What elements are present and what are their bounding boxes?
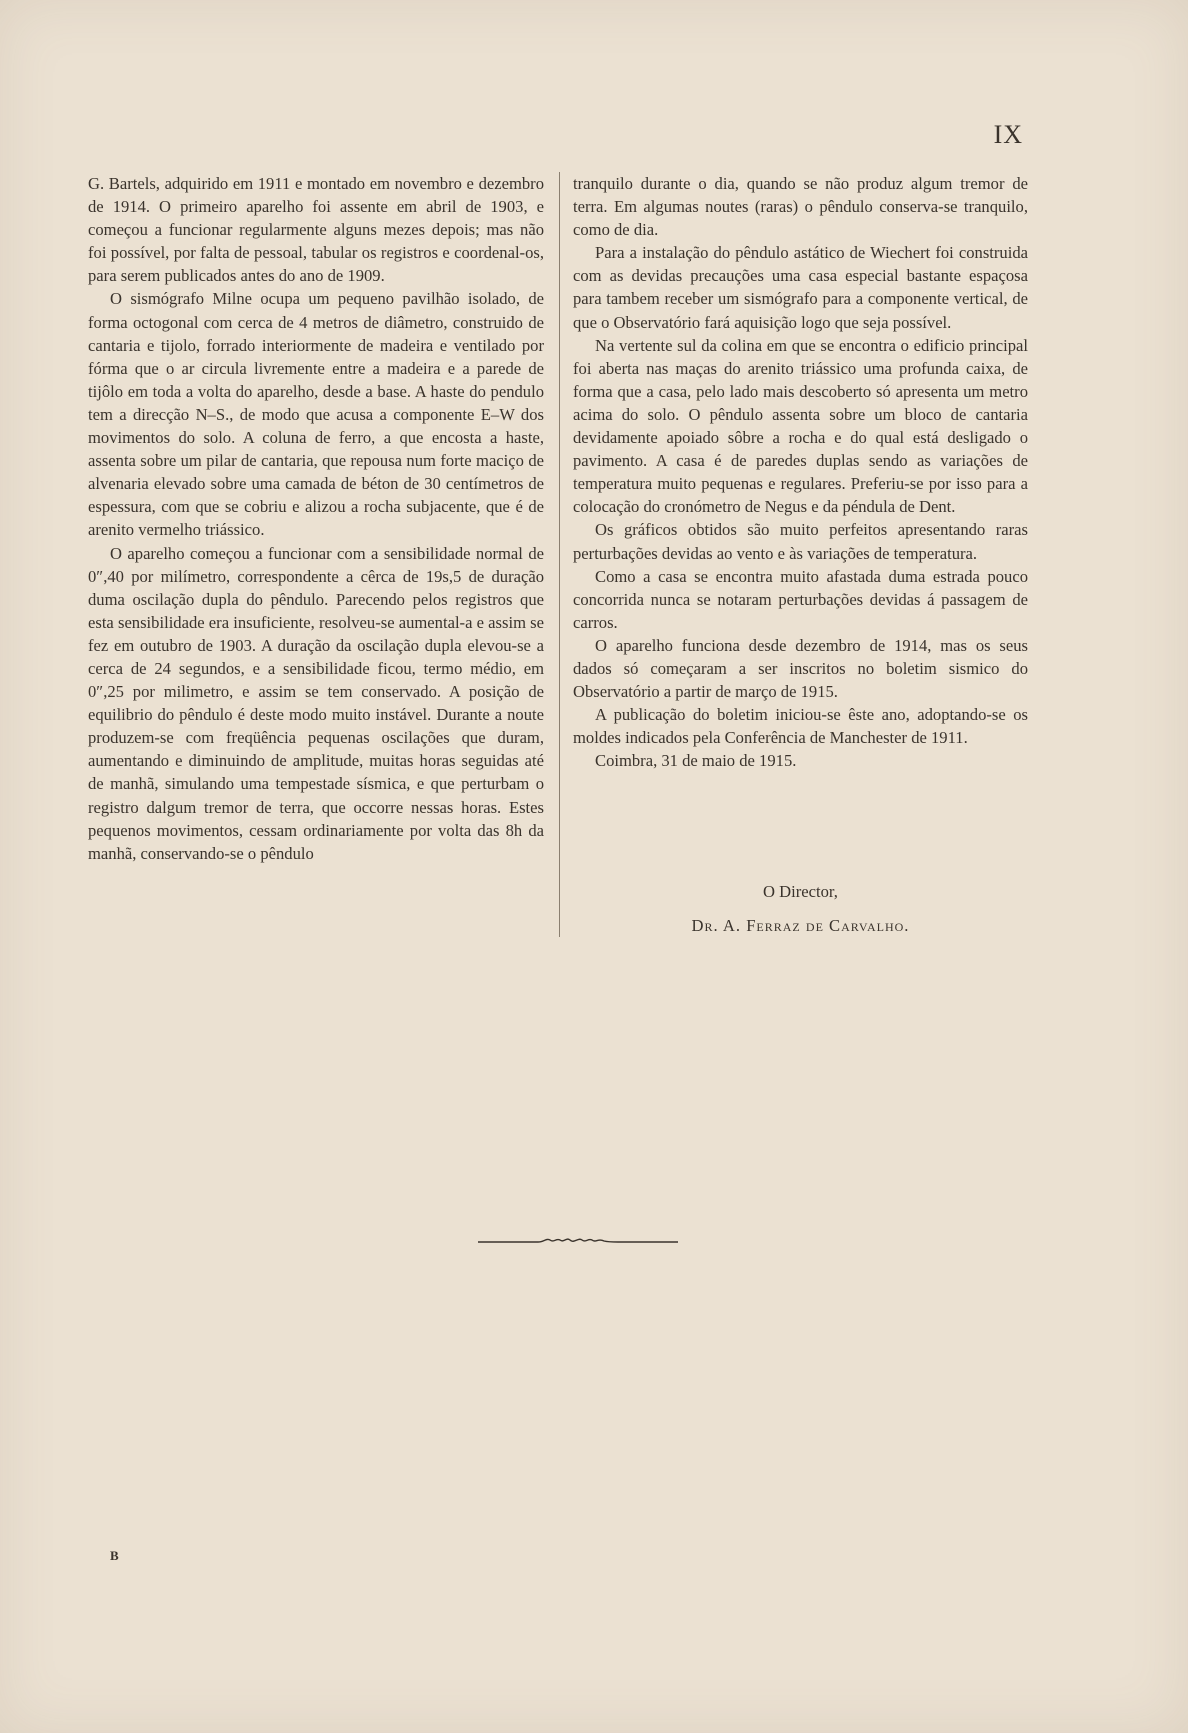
ornament-divider-icon [478,1234,678,1250]
paragraph: tranquilo durante o dia, quando se não produz algum tremor de terra. Em algumas noutes (raras) o pêndulo conserva-se tranquilo, como de dia. [573,174,1028,240]
dateline: Coimbra, 31 de maio de 1915. [595,751,797,771]
signature-title: O Director, [763,882,838,901]
paragraph: Na vertente sul da colina em que se encontra o edificio principal foi aberta nas maças do arenito triássico uma profunda caixa, de forma que a casa, pelo lado mais descoberto só apresenta um metro acima do solo. O pêndulo assenta sobre um bloco de cantaria devidamente apoiado sôbre a rocha e do qual está desligado o pavimento. A casa é de paredes duplas sendo as variações de temperatura muito pequenas e regulares. Preferiu-se por isso para a colocação do cronómetro de Negus e da péndula de Dent. [573,335,1028,517]
paragraph: O aparelho funciona desde dezembro de 1914, mas os seus dados só começaram a ser inscritos no boletim sismico do Observatório a partir de março de 1915. [573,635,1028,702]
column-divider [559,172,560,937]
signature-mark: B [110,1548,119,1563]
paragraph: Os gráficos obtidos são muito perfeitos apresentando raras perturbações devidas ao vento e às variações de temperatura. [573,520,1028,563]
paragraph: Como a casa se encontra muito afastada duma estrada pouco concorrida nunca se notaram perturbações devidas á passagem de carros. [573,566,1028,632]
signature-name: Dr. A. Ferraz de Carvalho. [691,916,910,935]
paragraph: A publicação do boletim iniciou-se êste ano, adoptando-se os moldes indicados pela Conferência de Manchester de 1911. [573,705,1028,748]
page-number: IX [993,120,1023,149]
right-column [573,172,1028,772]
paragraph: G. Bartels, adquirido em 1911 e montado em novembro e dezembro de 1914. O primeiro aparelho foi assente em abril de 1903, e começou a funcionar regularmente alguns mezes depois; mas não foi possível, por falta de pessoal, tabular os registros e coordenal-os, para serem publicados antes do ano de 1909. [88,174,544,286]
left-column [88,172,544,865]
paragraph: Para a instalação do pêndulo astático de Wiechert foi construida com as devidas precauções uma casa especial bastante espaçosa para tambem receber um sismógrafo para a componente vertical, de que o Observatório fará aquisição logo que seja possível. [573,243,1028,332]
paragraph: O aparelho começou a funcionar com a sensibilidade normal de 0″,40 por milímetro, correspondente a cêrca de 19s,5 de duração duma oscilação dupla do pêndulo. Parecendo pelos registros que esta sensibilidade era insuficiente, resolveu-se aumental-a e assim se fez em outubro de 1903. A duração da oscilação dupla elevou-se a cerca de 24 segundos, e a sensibilidade ficou, termo médio, em 0″,25 por milimetro, e assim se tem conservado. A posição de equilibrio do pêndulo é deste modo muito instável. Durante a noute produzem-se com freqüência pequenas oscilações que duram, aumentando e diminuindo de amplitude, muitas horas seguidas até de manhã, simulando uma tempestade sísmica, e que perturbam o registro dalgum tremor de terra, que occorre nessas horas. Estes pequenos movimentos, cessam ordinariamente por volta das 8h da manhã, conservando-se o pêndulo [88,543,544,863]
paragraph: O sismógrafo Milne ocupa um pequeno pavilhão isolado, de forma octogonal com cerca de 4 metros de diâmetro, construido de cantaria e tijolo, forrado interiormente de madeira e ventilado por fórma que o ar circula livremente entre a madeira e a parede de tijôlo em toda a volta do aparelho, desde a base. A haste do pendulo tem a direcção N–S., de modo que acusa a componente E–W dos movimentos do solo. A coluna de ferro, a que encosta a haste, assenta sobre um pilar de cantaria, que repousa num forte maciço de alvenaria elevado sobre uma camada de béton de 30 centímetros de espessura, com que se cobriu e alizou a rocha subjacente, que é de arenito vermelho triássico. [88,289,544,540]
